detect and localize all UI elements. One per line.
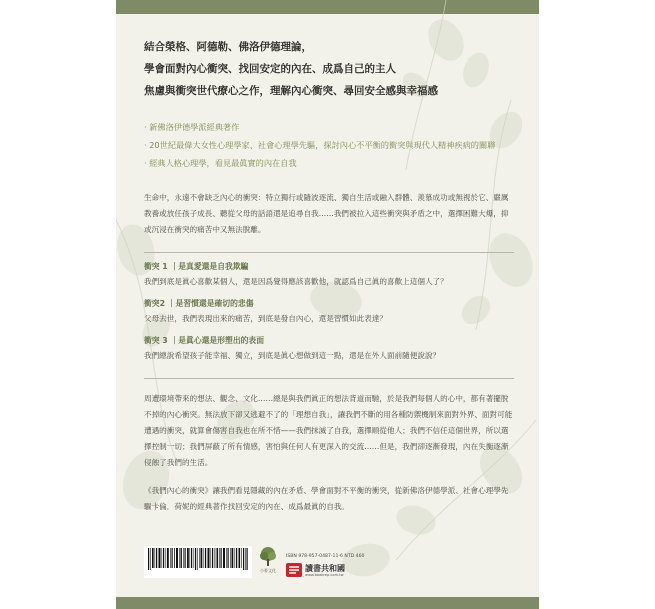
publisher-tree-icon bbox=[257, 546, 279, 568]
headline-line: 學會面對內心衝突、找回安定的內在、成爲自己的主人 bbox=[144, 63, 396, 75]
feature-bullet: · 經典人格心理學，看見最眞實的內在自我 bbox=[144, 154, 514, 172]
barcode-bars bbox=[148, 548, 248, 570]
conflict-item bbox=[144, 260, 514, 290]
feature-bullet: · 20世紀最偉大女性心理學家、社會心理學先驅，探討內心不平衡的衝突與現代人精神疾病的關聯 bbox=[144, 136, 514, 154]
headline-line: 結合榮格、阿德勒、佛洛伊德理論， bbox=[144, 41, 312, 53]
conflict-title: 衝突 3 ｜是眞心還是形塑出的表面 bbox=[144, 336, 265, 345]
isbn-price-line: ISBN 978-957-0487-11-6 NTD 460 bbox=[286, 554, 365, 559]
distributor-mark-icon bbox=[286, 563, 302, 577]
conflict-item bbox=[144, 334, 514, 364]
distributor-name: 讀書共和國 bbox=[305, 564, 345, 573]
headline-line: 焦慮與衝突世代療心之作，理解內心衝突、尋回安全感與幸福感 bbox=[144, 85, 438, 97]
conflict-question: 父母去世，我們表現出來的痛苦，到底是發自內心，還是習慣如此表達？ bbox=[144, 314, 387, 323]
book-back-cover bbox=[116, 0, 539, 609]
publisher-name: 小麥文化 bbox=[260, 568, 276, 573]
conflict-title: 衝突2 ｜是習慣還是確切的悲傷 bbox=[144, 299, 254, 308]
closing-paragraph: 《我們內心的衝突》讓我們看見隱藏的內在矛盾、學會面對不平衡的衝突，從新佛洛伊德學派、社會心理學先驅卡倫．荷妮的經典著作找回安定的內在、成爲最眞的自我。 bbox=[144, 486, 509, 511]
conflict-item bbox=[144, 297, 514, 327]
conflict-title: 衝突 1 ｜是真愛還是自我欺騙 bbox=[144, 262, 249, 271]
body-paragraph: 周遭環境帶來的想法、觀念、文化……總是與我們眞正的想法背道而馳，於是我們每個人的心中，都有著擺脫不掉的內心衝突。無法放下卻又逃避不了的「理想自我」，讓我們不斷的用各種防禦機制來面對外界、面對可能遭遇的衝突，就算會傷害自我也在所不惜——我們抹滅了自我，選擇順從他人；我們不信任這個世界，所以選擇控制一切；我們屏蔽了所有情感，害怕與任何人有更深入的交流……但是，我們卻逐漸發現，內在失衡逐漸侵蝕了我們的生活。 bbox=[144, 394, 513, 467]
cover-copy bbox=[144, 36, 514, 515]
distributor-url: www.bookrep.com.tw bbox=[305, 573, 344, 577]
conflict-question: 我們總說希望孩子能幸福、獨立，到底是眞心想做到這一點，還是在外人面前隨便說說？ bbox=[144, 351, 441, 360]
feature-bullet-list bbox=[144, 118, 514, 172]
conflict-question: 我們到底是眞心喜歡某個人，還是因爲覺得應該喜歡他，就認爲自己眞的喜歡上這個人了？ bbox=[144, 277, 448, 286]
isbn-barcode bbox=[144, 546, 252, 578]
distributor-logo bbox=[286, 562, 358, 578]
headline-block bbox=[144, 36, 514, 102]
publisher-logo bbox=[257, 546, 279, 578]
bottom-color-band bbox=[116, 597, 539, 609]
section-divider bbox=[144, 252, 514, 253]
section-divider bbox=[144, 378, 514, 379]
feature-bullet: · 新佛洛伊德學派經典著作 bbox=[144, 118, 514, 136]
intro-paragraph: 生命中，永遠不會缺乏內心的衝突：特立獨行或隨波逐流、獨自生活或融入群體、羨慕成功或無視於它、嚴厲教養或放任孩子成長、聽從父母的話語還是追尋自我……我們被拉入這些衝突與矛盾之中，選擇困難大爆，抑或沉浸在衝突的痛苦中又無法脫離。 bbox=[144, 193, 509, 234]
